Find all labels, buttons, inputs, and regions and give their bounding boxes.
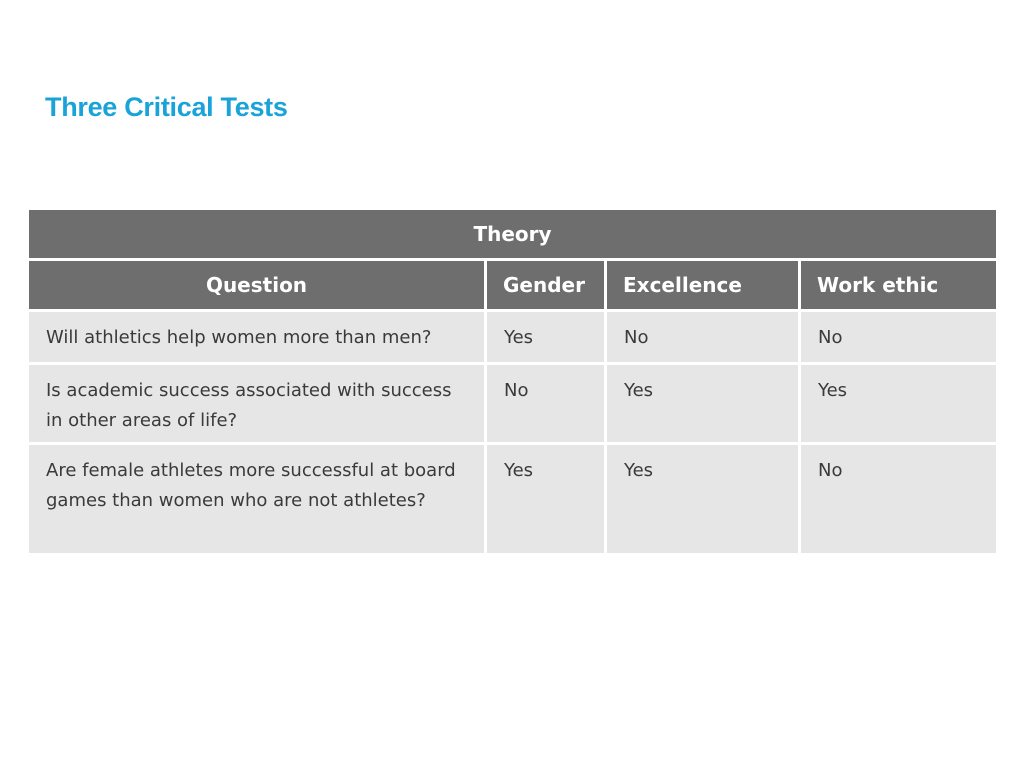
excellence-cell: No [607, 312, 801, 365]
column-header-gender: Gender [487, 261, 607, 312]
gender-cell: Yes [487, 312, 607, 365]
table-group-header-theory: Theory [29, 210, 996, 261]
gender-cell: Yes [487, 445, 607, 553]
work-ethic-cell: No [801, 445, 996, 553]
column-header-excellence: Excellence [607, 261, 801, 312]
gender-cell: No [487, 365, 607, 445]
question-cell: Is academic success associated with success in other areas of life? [29, 365, 487, 445]
question-cell: Are female athletes more successful at board games than women who are not athletes? [29, 445, 487, 553]
question-cell: Will athletics help women more than men? [29, 312, 487, 365]
table-row [29, 445, 996, 553]
work-ethic-cell: No [801, 312, 996, 365]
table-row [29, 365, 996, 445]
column-header-work-ethic: Work ethic [801, 261, 996, 312]
table-row [29, 312, 996, 365]
excellence-cell: Yes [607, 445, 801, 553]
theory-table [29, 210, 996, 553]
work-ethic-cell: Yes [801, 365, 996, 445]
excellence-cell: Yes [607, 365, 801, 445]
column-header-question: Question [29, 261, 487, 312]
slide-title: Three Critical Tests [45, 92, 288, 122]
